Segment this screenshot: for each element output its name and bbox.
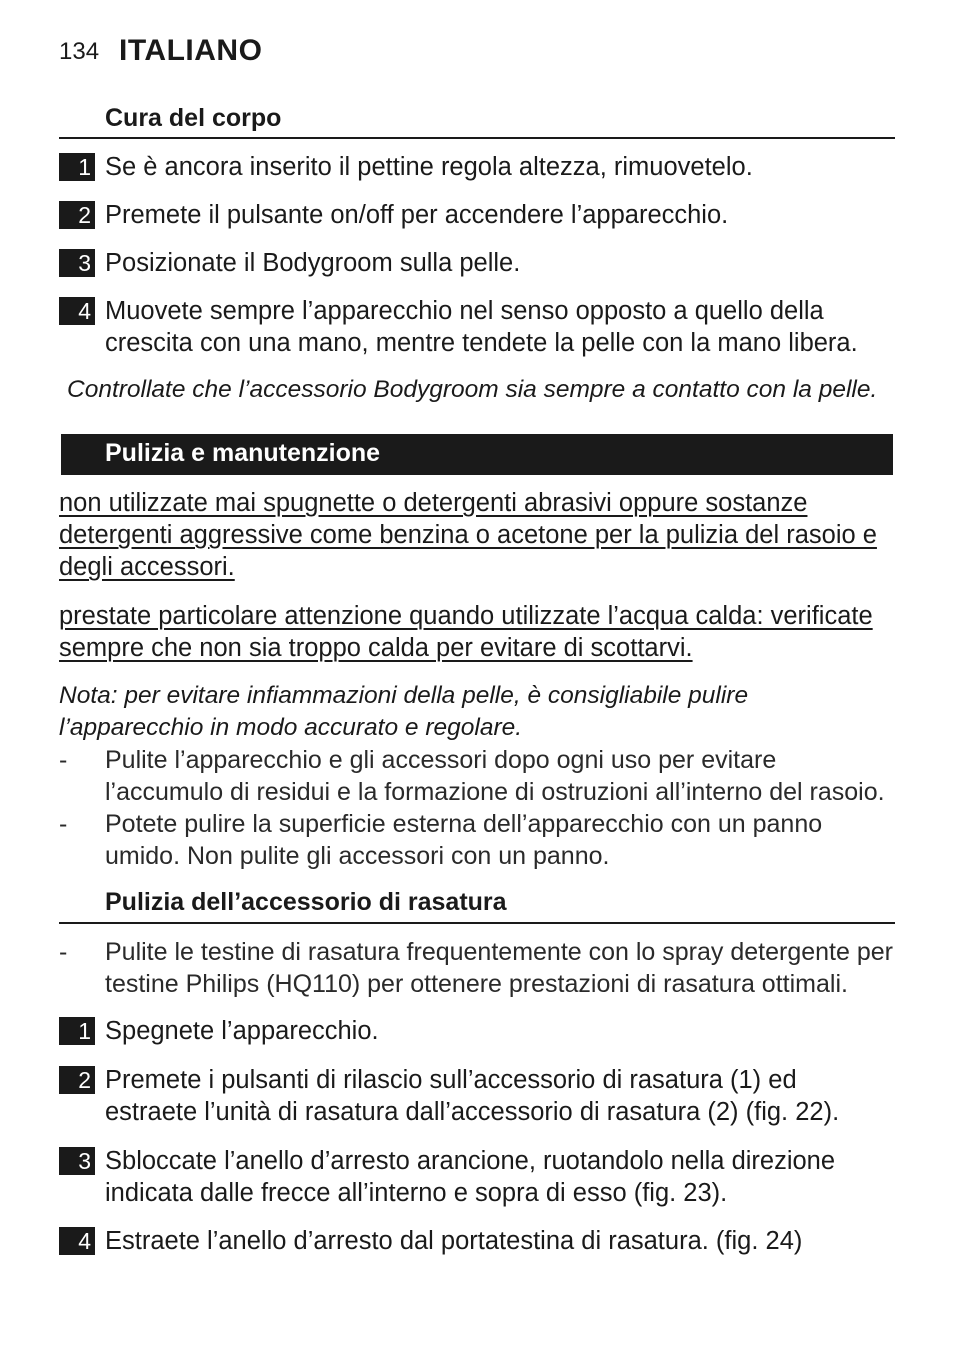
bullet-dash: - <box>59 746 68 774</box>
step-number-badge: 1 <box>59 153 95 181</box>
step-text: Premete il pulsante on/off per accendere l’apparecchio. <box>105 201 729 229</box>
step-number-badge: 4 <box>59 1227 95 1255</box>
bullet-item <box>59 744 895 808</box>
step-item <box>59 151 895 185</box>
section-heading-cleaning: Pulizia e manutenzione <box>105 439 381 467</box>
step-text: Estraete l’anello d’arresto dal portatestina di rasatura. (fig. 24) <box>105 1227 803 1255</box>
step-number-badge: 3 <box>59 249 95 277</box>
tip-text: Controllate che l’accessorio Bodygroom sia sempre a contatto con la pelle. <box>67 376 878 403</box>
step-item <box>59 1064 895 1130</box>
step-text: Posizionate il Bodygroom sulla pelle. <box>105 249 521 277</box>
step-number-badge: 2 <box>59 1066 95 1094</box>
warning-text <box>59 600 899 664</box>
step-item <box>59 1145 895 1211</box>
step-item <box>59 1225 895 1259</box>
note-text: Nota: per evitare infiammazioni della pelle, è consigliabile pulire l’apparecchio in modo accurato e regolare. <box>59 682 749 741</box>
step-text: Sbloccate l’anello d’arresto arancione, ruotandolo nella direzione indicata dalle frecce all’interno e sopra di esso (fig. 23). <box>105 1147 836 1207</box>
bullet-item <box>59 808 895 872</box>
step-text: Muovete sempre l’apparecchio nel senso opposto a quello della crescita con una mano, mentre tendete la pelle con la mano libera. <box>105 297 858 357</box>
step-text: Se è ancora inserito il pettine regola altezza, rimuovetelo. <box>105 153 753 181</box>
page-number: 134 <box>59 38 100 65</box>
step-item <box>59 247 895 281</box>
warning-text-line: prestate particolare attenzione quando utilizzate l’acqua calda: verificate sempre che non sia troppo calda per evitare di scottarvi. <box>59 602 873 662</box>
step-number-badge: 3 <box>59 1147 95 1175</box>
bullet-text: Pulite l’apparecchio e gli accessori dopo ogni uso per evitare l’accumulo di residui e la formazione di ostruzioni all’interno del rasoio. <box>105 746 885 806</box>
step-number-badge: 1 <box>59 1017 95 1045</box>
step-text: Premete i pulsanti di rilascio sull’accessorio di rasatura (1) ed estraete l’unità di rasatura dall’accessorio di rasatura (2) (fig. 22). <box>105 1066 840 1126</box>
bullet-text: Pulite le testine di rasatura frequentemente con lo spray detergente per testine Philips (HQ110) per ottenere prestazioni di rasatura ottimali. <box>105 938 893 998</box>
step-item <box>59 295 895 361</box>
step-number-badge: 4 <box>59 297 95 325</box>
step-text: Spegnete l’apparecchio. <box>105 1017 379 1045</box>
warning-text-line: non utilizzate mai spugnette o detergenti abrasivi oppure sostanze detergenti aggressive come benzina o acetone per la pulizia del rasoio e degli accessori. <box>59 489 877 581</box>
bullet-text: Potete pulire la superficie esterna dell’apparecchio con un panno umido. Non pulite gli accessori con un panno. <box>105 810 823 870</box>
section-heading-shaver: Pulizia dell’accessorio di rasatura <box>105 888 507 916</box>
section-heading-body-care: Cura del corpo <box>105 104 282 132</box>
step-item <box>59 199 895 233</box>
bullet-dash: - <box>59 810 68 838</box>
bullet-item <box>59 936 895 1000</box>
section-divider <box>59 137 895 139</box>
step-item <box>59 1015 895 1049</box>
section-divider <box>59 922 895 924</box>
language-title: ITALIANO <box>119 34 263 67</box>
bullet-dash: - <box>59 938 68 966</box>
warning-text <box>59 487 889 583</box>
step-number-badge: 2 <box>59 201 95 229</box>
